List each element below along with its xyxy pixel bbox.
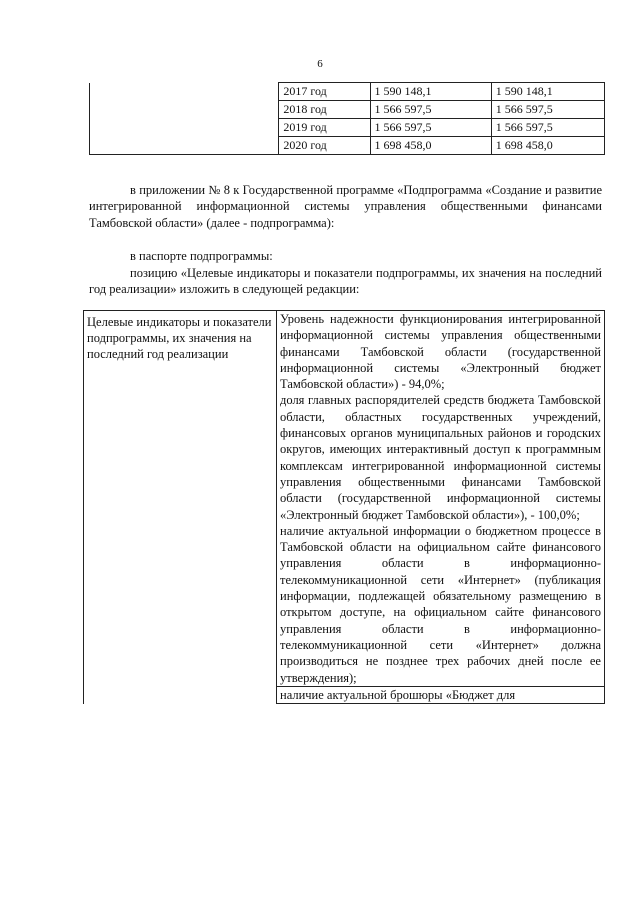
- year-cell: 2017 год: [279, 83, 370, 101]
- year-cell: 2019 год: [279, 119, 370, 137]
- amount-cell: 1 566 597,5: [491, 119, 604, 137]
- table-row: [90, 83, 605, 101]
- empty-label-cell: [90, 83, 279, 155]
- indicator-access-share: доля главных распорядителей средств бюджета Тамбовской области, областных государственных учреждений, финансовых органов муниципальных районов и городских округов, имеющих интерактивный доступ к программным комплексам интегрированной информационной системы управления общественными финансами Тамбовской области (государственной информационной системы «Электронный бюджет Тамбовской области»), - 100,0%;: [280, 393, 601, 522]
- table-row: [84, 311, 605, 704]
- indicator-website-info: наличие актуальной информации о бюджетном процессе в Тамбовской области на официальном сайте финансового управления области в информационно-телекоммуникационной сети «Интернет» (публикация информации, подлежащей обязательному размещению в открытом доступе, на официальном сайте финансового управления области в информационно-телекоммуникационной сети «Интернет» должна производиться не позднее трех рабочих дней после ее утверждения);: [280, 523, 601, 685]
- amount-cell: 1 566 597,5: [491, 101, 604, 119]
- page-number: 6: [317, 58, 323, 70]
- amount-cell: 1 698 458,0: [370, 137, 491, 155]
- paragraph-position: позицию «Целевые индикаторы и показатели подпрограммы, их значения на последний год реализации» изложить в следующей редакции:: [89, 266, 602, 297]
- passport-table: [83, 310, 605, 704]
- amount-cell: 1 590 148,1: [491, 83, 604, 101]
- indicator-reliability: Уровень надежности функционирования интегрированной информационной системы управления общественными финансами Тамбовской области (государственной информационной системы «Электронный бюджет Тамбовской области») - 94,0%;: [280, 312, 601, 392]
- indicators-value-cell: [277, 311, 605, 704]
- paragraph-passport: в паспорте подпрограммы:: [130, 249, 273, 263]
- indicators-label-cell: Целевые индикаторы и показатели подпрограммы, их значения на последний год реализации: [84, 311, 277, 704]
- funding-years-table: [89, 82, 605, 155]
- amount-cell: 1 566 597,5: [370, 119, 491, 137]
- amount-cell: 1 566 597,5: [370, 101, 491, 119]
- paragraph-appendix: в приложении № 8 к Государственной программе «Подпрограмма «Создание и развитие интегрированной информационной системы управления общественными финансами Тамбовской области» (далее - подпрограмма):: [89, 183, 602, 230]
- indicator-brochure: наличие актуальной брошюры «Бюджет для: [277, 686, 604, 703]
- year-cell: 2018 год: [279, 101, 370, 119]
- year-cell: 2020 год: [279, 137, 370, 155]
- amount-cell: 1 698 458,0: [491, 137, 604, 155]
- amount-cell: 1 590 148,1: [370, 83, 491, 101]
